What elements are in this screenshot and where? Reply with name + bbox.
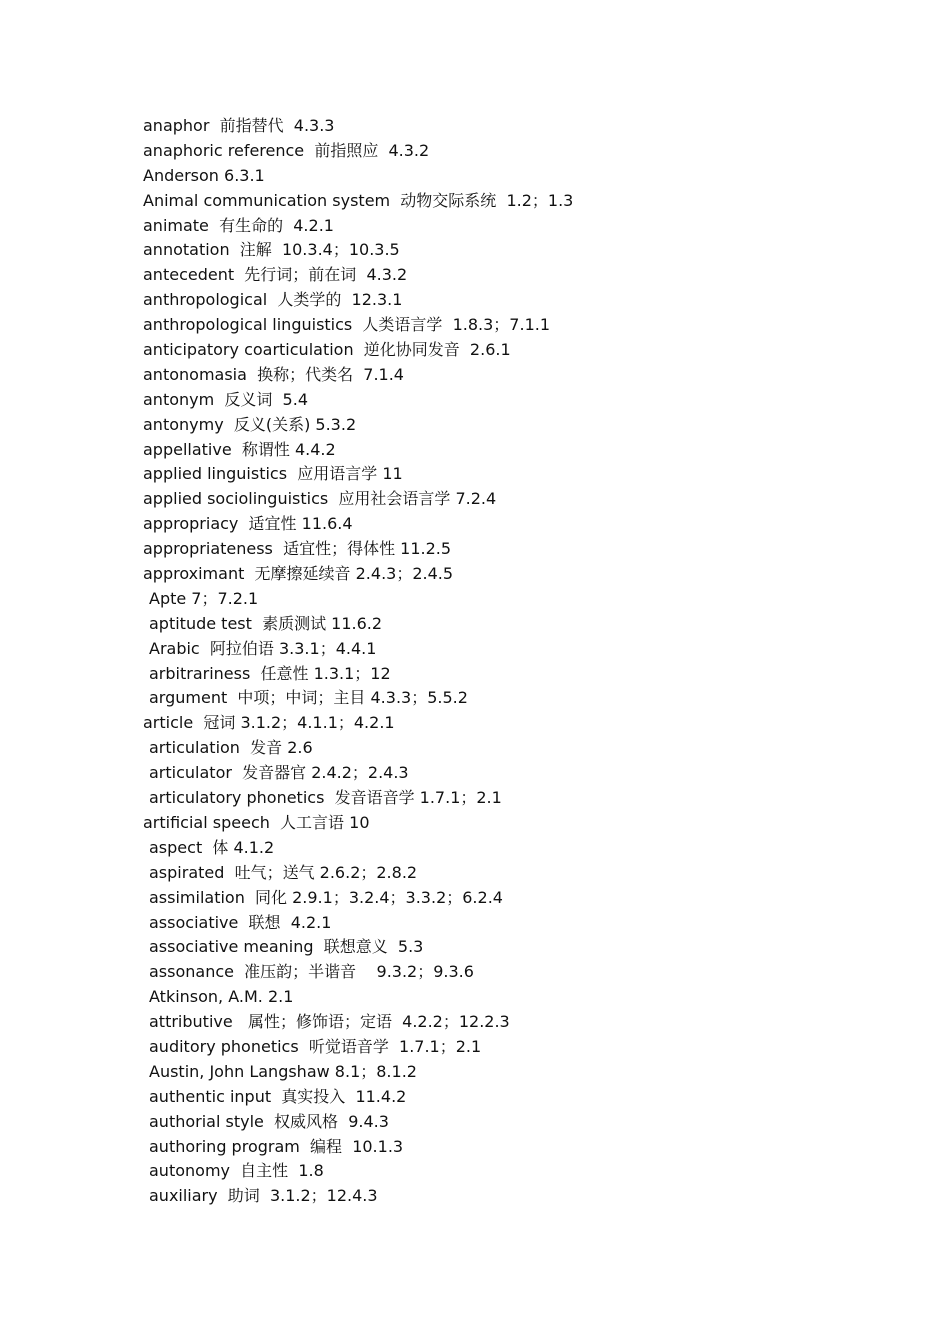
- index-entry: appropriateness 适宜性；得体性 11.2.5: [143, 539, 452, 559]
- index-entry: annotation 注解 10.3.4；10.3.5: [143, 240, 400, 260]
- index-entry: artificial speech 人工言语 10: [143, 812, 370, 832]
- index-entry: attributive 属性；修饰语；定语 4.2.2；12.2.3: [149, 1012, 510, 1032]
- index-entry: argument 中项；中词；主目 4.3.3；5.5.2: [149, 688, 468, 708]
- index-entry: aspirated 吐气；送气 2.6.2；2.8.2: [149, 862, 418, 882]
- index-entry: autonomy 自主性 1.8: [149, 1161, 324, 1181]
- index-entry: articulatory phonetics 发音语音学 1.7.1；2.1: [149, 788, 502, 808]
- index-entry: arbitrariness 任意性 1.3.1；12: [149, 663, 391, 683]
- index-entry: assimilation 同化 2.9.1；3.2.4；3.3.2；6.2.4: [149, 887, 503, 907]
- index-entry: Animal communication system 动物交际系统 1.2；1.3: [143, 190, 574, 210]
- index-entry: assonance 准压韵；半谐音 9.3.2；9.3.6: [149, 962, 474, 982]
- index-entry: antecedent 先行词；前在词 4.3.2: [143, 265, 408, 285]
- index-entry: anthropological linguistics 人类语言学 1.8.3；7.1.1: [143, 315, 551, 335]
- index-entry: appellative 称谓性 4.4.2: [143, 439, 336, 459]
- index-entry: anaphoric reference 前指照应 4.3.2: [143, 140, 430, 160]
- index-entry: authentic input 真实投入 11.4.2: [149, 1086, 407, 1106]
- index-entry: associative 联想 4.2.1: [149, 912, 332, 932]
- index-entry: anthropological 人类学的 12.3.1: [143, 290, 403, 310]
- index-entry: antonomasia 换称；代类名 7.1.4: [143, 364, 404, 384]
- index-entry: Apte 7；7.2.1: [149, 588, 259, 608]
- index-entry: antonymy 反义(关系) 5.3.2: [143, 414, 357, 434]
- index-entry: animate 有生命的 4.2.1: [143, 215, 334, 235]
- index-entry: Arabic 阿拉伯语 3.3.1；4.4.1: [149, 638, 377, 658]
- index-entry: approximant 无摩擦延续音 2.4.3；2.4.5: [143, 564, 454, 584]
- index-entry: anticipatory coarticulation 逆化协同发音 2.6.1: [143, 340, 511, 360]
- index-entry: articulator 发音器官 2.4.2；2.4.3: [149, 763, 409, 783]
- index-entry: applied linguistics 应用语言学 11: [143, 464, 403, 484]
- index-entry: anaphor 前指替代 4.3.3: [143, 116, 335, 135]
- index-entry: associative meaning 联想意义 5.3: [149, 937, 424, 957]
- index-entry: Austin, John Langshaw 8.1；8.1.2: [149, 1061, 417, 1081]
- index-entry: articulation 发音 2.6: [149, 738, 313, 758]
- index-entry: aspect 体 4.1.2: [149, 837, 275, 857]
- index-entry: aptitude test 素质测试 11.6.2: [149, 613, 383, 633]
- glossary-index-list: [143, 114, 573, 1209]
- index-entry: article 冠词 3.1.2；4.1.1；4.2.1: [143, 713, 395, 733]
- index-entry: Anderson 6.3.1: [143, 165, 265, 185]
- index-entry: applied sociolinguistics 应用社会语言学 7.2.4: [143, 489, 497, 509]
- index-entry: auxiliary 助词 3.1.2；12.4.3: [149, 1186, 378, 1206]
- index-entry: authoring program 编程 10.1.3: [149, 1136, 404, 1156]
- index-entry: Atkinson, A.M. 2.1: [149, 987, 294, 1007]
- index-entry: appropriacy 适宜性 11.6.4: [143, 514, 353, 534]
- index-entry: authorial style 权威风格 9.4.3: [149, 1111, 389, 1131]
- index-entry: auditory phonetics 听觉语音学 1.7.1；2.1: [149, 1036, 482, 1056]
- index-entry: antonym 反义词 5.4: [143, 389, 308, 409]
